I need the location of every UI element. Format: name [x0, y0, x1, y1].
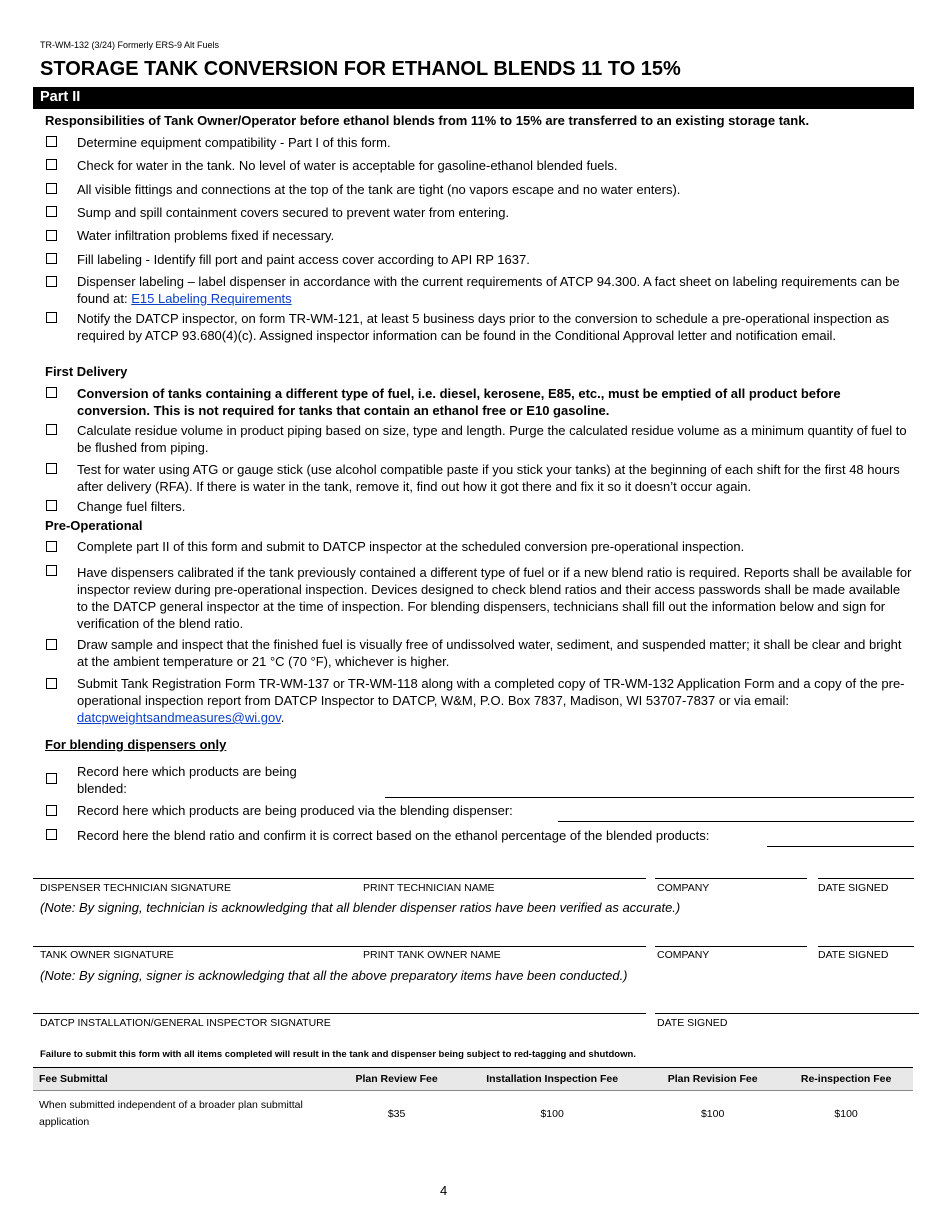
checkbox-draw-sample[interactable]: [46, 639, 57, 650]
checkbox-test-water[interactable]: [46, 463, 57, 474]
tech-name-label: PRINT TECHNICIAN NAME: [363, 882, 495, 894]
technician-date-field[interactable]: [818, 878, 914, 879]
item-text: Record here which products are being blended:: [77, 764, 297, 796]
checkbox-conversion[interactable]: [46, 387, 57, 398]
fee-header: Installation Inspection Fee: [458, 1068, 646, 1091]
item-text: Record here the blend ratio and confirm it is correct based on the ethanol percentage of the blended products:: [77, 828, 710, 843]
item-text: Calculate residue volume in product piping based on size, type and length. Purge the calculated residue volume as a minimum quantity of fuel to be flushed from piping.: [77, 423, 907, 455]
item-text: Have dispensers calibrated if the tank previously contained a different type of fuel or if a new blend ratio is required. Reports shall be available for inspector review during pre-operational inspection. Devices designed to check blend ratios and their access passwords shall be made available to the DATCP general inspector at the time of inspection. For blending dispensers, technicians shall fill out the information below and sign for verification of the blend ratio.: [77, 565, 912, 631]
technician-company-field[interactable]: [655, 878, 807, 879]
fee-cell: $100: [540, 1108, 564, 1120]
owner-note: (Note: By signing, signer is acknowledging that all the above preparatory items have been conducted.): [40, 968, 628, 983]
checkbox-products-blended[interactable]: [46, 773, 57, 784]
page-number: 4: [440, 1183, 448, 1198]
checkbox-water-check[interactable]: [46, 159, 57, 170]
blending-heading: For blending dispensers only: [45, 737, 227, 752]
owner-signature-label: TANK OWNER SIGNATURE: [40, 949, 174, 961]
item-text: All visible fittings and connections at the top of the tank are tight (no vapors escape and no water enters).: [77, 182, 681, 197]
email-link[interactable]: datcpweightsandmeasures@wi.gov: [77, 710, 281, 725]
owner-signature-field[interactable]: [33, 946, 646, 947]
fee-cell: When submitted independent of a broader plan submittal application: [39, 1099, 303, 1128]
item-text: Dispenser labeling – label dispenser in accordance with the current requirements of ATCP 94.300. A fact sheet on labeling requirements can be found at: E15 Labeling Requirements: [77, 274, 900, 306]
checkbox-water-infiltration[interactable]: [46, 230, 57, 241]
item-text: Water infiltration problems fixed if necessary.: [77, 228, 335, 243]
blend-ratio-field[interactable]: [767, 846, 914, 847]
inspector-signature-label: DATCP INSTALLATION/GENERAL INSPECTOR SIGNATURE: [40, 1017, 331, 1029]
checkbox-dispenser-labeling[interactable]: [46, 276, 57, 287]
owner-date-field[interactable]: [818, 946, 914, 947]
checkbox-products-produced[interactable]: [46, 805, 57, 816]
owner-company-field[interactable]: [655, 946, 807, 947]
checkbox-fuel-filters[interactable]: [46, 500, 57, 511]
owner-company-label: COMPANY: [657, 949, 710, 961]
item-text: Complete part II of this form and submit to DATCP inspector at the scheduled conversion pre-operational inspection.: [77, 539, 745, 554]
fee-header: Re-inspection Fee: [779, 1068, 913, 1091]
fee-cell: $100: [834, 1108, 858, 1120]
technician-signature-field[interactable]: [33, 878, 646, 879]
checkbox-complete-part-ii[interactable]: [46, 541, 57, 552]
checkbox-fittings[interactable]: [46, 183, 57, 194]
products-blended-field[interactable]: [385, 797, 914, 798]
item-text: Fill labeling - Identify fill port and paint access cover according to API RP 1637.: [77, 252, 530, 267]
owner-name-label: PRINT TANK OWNER NAME: [363, 949, 501, 961]
checkbox-notify-inspector[interactable]: [46, 312, 57, 323]
e15-labeling-link[interactable]: E15 Labeling Requirements: [131, 291, 292, 306]
item-text: Draw sample and inspect that the finished fuel is visually free of undissolved water, sediment, and suspended matter; it shall be clear and bright at the ambient temperature or 21 °C (70 °F), whichever is higher.: [77, 637, 902, 669]
fee-cell: $100: [700, 1108, 725, 1120]
tech-signature-label: DISPENSER TECHNICIAN SIGNATURE: [40, 882, 231, 894]
item-text: Sump and spill containment covers secured to prevent water from entering.: [77, 205, 510, 220]
fee-header: Plan Revision Fee: [646, 1068, 779, 1091]
table-row: [33, 1091, 913, 1138]
fee-header: Plan Review Fee: [335, 1068, 458, 1091]
products-produced-field[interactable]: [558, 821, 914, 822]
tech-company-label: COMPANY: [657, 882, 710, 894]
checkbox-calibrate-dispensers[interactable]: [46, 565, 57, 576]
first-delivery-heading: First Delivery: [45, 364, 128, 379]
checkbox-fill-labeling[interactable]: [46, 253, 57, 264]
item-text: Check for water in the tank. No level of water is acceptable for gasoline-ethanol blended fuels.: [77, 158, 618, 173]
item-text: Test for water using ATG or gauge stick (use alcohol compatible paste if you stick your tanks) at the beginning of each shift for the first 48 hours after delivery (RFA). If there is water in the tank, remove it, find out how it got there and fix it so it doesn’t occur again.: [77, 462, 900, 494]
item-text: Notify the DATCP inspector, on form TR-WM-121, at least 5 business days prior to the conversion to schedule a pre-operational inspection as required by ATCP 93.680(4)(c). Assigned inspector information can be found in the Conditional Approval letter and notification email.: [77, 311, 890, 343]
fee-header: Fee Submittal: [33, 1068, 335, 1091]
checkbox-residue-volume[interactable]: [46, 424, 57, 435]
fee-cell: $35: [387, 1108, 406, 1120]
item-text: Submit Tank Registration Form TR-WM-137 or TR-WM-118 along with a completed copy of TR-WM-132 Application Form and a copy of the pre-operational inspection report from DATCP Inspector to DATCP, W&M, P.O. Box 7837, Madison, WI 53707-7837 or via email: datcpweightsandmeasures@wi.gov.: [77, 676, 905, 725]
page-title: STORAGE TANK CONVERSION FOR ETHANOL BLENDS 11 TO 15%: [40, 58, 681, 80]
inspector-date-label: DATE SIGNED: [657, 1017, 728, 1029]
checkbox-equipment-compatibility[interactable]: [46, 136, 57, 147]
fee-table: [33, 1067, 913, 1137]
checkbox-sump-covers[interactable]: [46, 206, 57, 217]
technician-note: (Note: By signing, technician is acknowledging that all blender dispenser ratios have been verified as accurate.): [40, 900, 681, 915]
item-text: Change fuel filters.: [77, 499, 186, 514]
item-text: Determine equipment compatibility - Part I of this form.: [77, 135, 391, 150]
tech-date-label: DATE SIGNED: [818, 882, 889, 894]
inspector-signature-field[interactable]: [33, 1013, 646, 1014]
part-header-bar: [33, 87, 914, 109]
failure-warning: Failure to submit this form with all items completed will result in the tank and dispenser being subject to red-tagging and shutdown.: [40, 1049, 636, 1060]
form-id: TR-WM-132 (3/24) Formerly ERS-9 Alt Fuels: [40, 40, 220, 50]
responsibilities-heading: Responsibilities of Tank Owner/Operator before ethanol blends from 11% to 15% are transferred to an existing storage tank.: [45, 113, 810, 128]
item-text: Record here which products are being produced via the blending dispenser:: [77, 803, 513, 818]
item-text: Conversion of tanks containing a different type of fuel, i.e. diesel, kerosene, E85, etc., must be emptied of all product before conversion. This is not required for tanks that contain an ethanol free or E10 gasoline.: [77, 386, 841, 418]
owner-date-label: DATE SIGNED: [818, 949, 889, 961]
inspector-date-field[interactable]: [655, 1013, 919, 1014]
checkbox-submit-registration[interactable]: [46, 678, 57, 689]
checkbox-blend-ratio[interactable]: [46, 829, 57, 840]
pre-operational-heading: Pre-Operational: [45, 518, 143, 533]
part-label: Part II: [40, 89, 81, 105]
